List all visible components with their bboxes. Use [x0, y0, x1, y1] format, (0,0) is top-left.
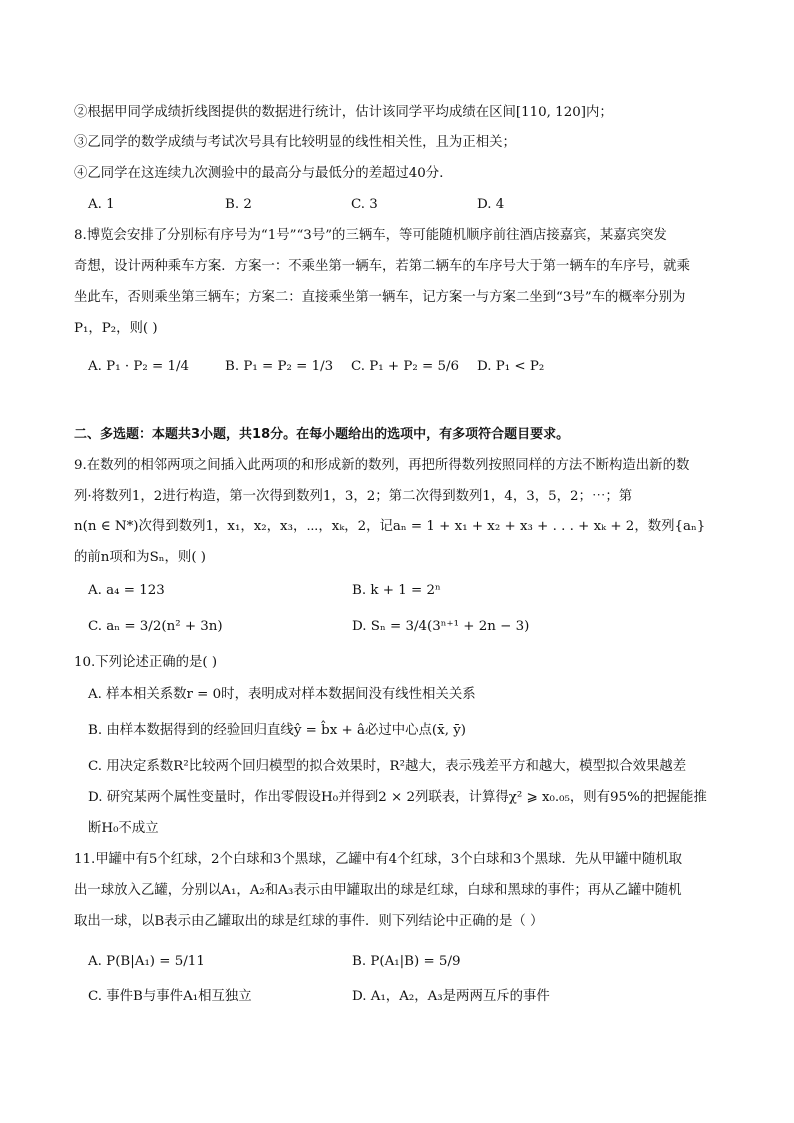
- q9-line-2: 列·将数列1，2进行构造，第一次得到数列1，3，2；第二次得到数列1，4，3，5，2；⋯；第: [74, 489, 633, 504]
- q10-stem: 10.下列论述正确的是( ): [74, 655, 218, 670]
- q10-option-b: B. 由样本数据得到的经验回归直线ŷ = b̂x + â必过中心点(x̄, ȳ): [88, 723, 466, 738]
- q9-option-b: B. k + 1 = 2ⁿ: [352, 583, 441, 598]
- q7-option-a: A. 1: [88, 197, 115, 212]
- q8-line-2: 奇想，设计两种乘车方案．方案一：不乘坐第一辆车，若第二辆车的车序号大于第一辆车的车序号，就乘: [74, 259, 690, 274]
- q10-option-d-line-1: D. 研究某两个属性变量时，作出零假设H₀并得到2 × 2列联表，计算得χ² ⩾ x₀.₀₅，则有95%的把握能推: [88, 790, 707, 805]
- q11-line-2: 出一球放入乙罐，分别以A₁，A₂和A₃表示由甲罐取出的球是红球，白球和黑球的事件；再从乙罐中随机: [74, 883, 682, 898]
- q7-statement-3: ③乙同学的数学成绩与考试次号具有比较明显的线性相关性，且为正相关；: [74, 135, 516, 150]
- q7-option-b: B. 2: [225, 197, 252, 212]
- q7-option-c: C. 3: [351, 197, 378, 212]
- q9-option-c: C. aₙ = 3/2(n² + 3n): [88, 619, 223, 634]
- q8-line-1: 8.博览会安排了分别标有序号为“1号”“3号”的三辆车，等可能随机顺序前往酒店接嘉宾，某嘉宾突发: [74, 228, 667, 243]
- q8-option-a: A. P₁ · P₂ = 1/4: [88, 359, 189, 374]
- q8-line-3: 坐此车，否则乘坐第三辆车；方案二：直接乘坐第一辆车，记方案一与方案二坐到“3号”车的概率分别为: [74, 290, 686, 305]
- q7-statement-2: ②根据甲同学成绩折线图提供的数据进行统计，估计该同学平均成绩在区间[110, 120]内；: [74, 105, 613, 120]
- q7-statement-4: ④乙同学在这连续九次测验中的最高分与最低分的差超过40分．: [74, 166, 453, 181]
- q8-option-d: D. P₁ < P₂: [477, 359, 545, 374]
- q8-option-b: B. P₁ = P₂ = 1/3: [225, 359, 334, 374]
- q9-line-3: n(n ∈ N*)次得到数列1，x₁，x₂，x₃，⋯，xₖ，2，记aₙ = 1 + x₁ + x₂ + x₃ + . . . + xₖ + 2，数列{aₙ}: [74, 519, 706, 534]
- q10-option-a: A. 样本相关系数r = 0时，表明成对样本数据间没有线性相关关系: [88, 687, 476, 702]
- q8-option-c: C. P₁ + P₂ = 5/6: [351, 359, 460, 374]
- q11-line-1: 11.甲罐中有5个红球，2个白球和3个黑球，乙罐中有4个红球，3个白球和3个黑球．先从甲罐中随机取: [74, 852, 683, 867]
- q7-option-d: D. 4: [477, 197, 505, 212]
- q11-option-d: D. A₁，A₂，A₃是两两互斥的事件: [352, 989, 550, 1004]
- q10-option-d-line-2: 断H₀不成立: [88, 821, 159, 836]
- q9-line-4: 的前n项和为Sₙ，则( ): [74, 550, 207, 565]
- q9-line-1: 9.在数列的相邻两项之间插入此两项的和形成新的数列，再把所得数列按照同样的方法不断构造出新的数: [74, 458, 690, 473]
- q10-option-c: C. 用决定系数R²比较两个回归模型的拟合效果时，R²越大，表示残差平方和越大，模型拟合效果越差: [88, 759, 687, 774]
- q11-option-c: C. 事件B与事件A₁相互独立: [88, 989, 252, 1004]
- q9-option-a: A. a₄ = 123: [88, 583, 165, 598]
- q11-line-3: 取出一球，以B表示由乙罐取出的球是红球的事件．则下列结论中正确的是（ ）: [74, 914, 544, 929]
- q11-option-b: B. P(A₁|B) = 5/9: [352, 954, 461, 969]
- q8-line-4: P₁，P₂，则( ): [74, 321, 158, 336]
- q9-option-d: D. Sₙ = 3/4(3ⁿ⁺¹ + 2n − 3): [352, 619, 530, 634]
- section-heading-multiple-choice: 二、多选题：本题共3小题，共18分。在每小题给出的选项中，有多项符合题目要求。: [74, 427, 570, 442]
- q11-option-a: A. P(B|A₁) = 5/11: [88, 954, 205, 969]
